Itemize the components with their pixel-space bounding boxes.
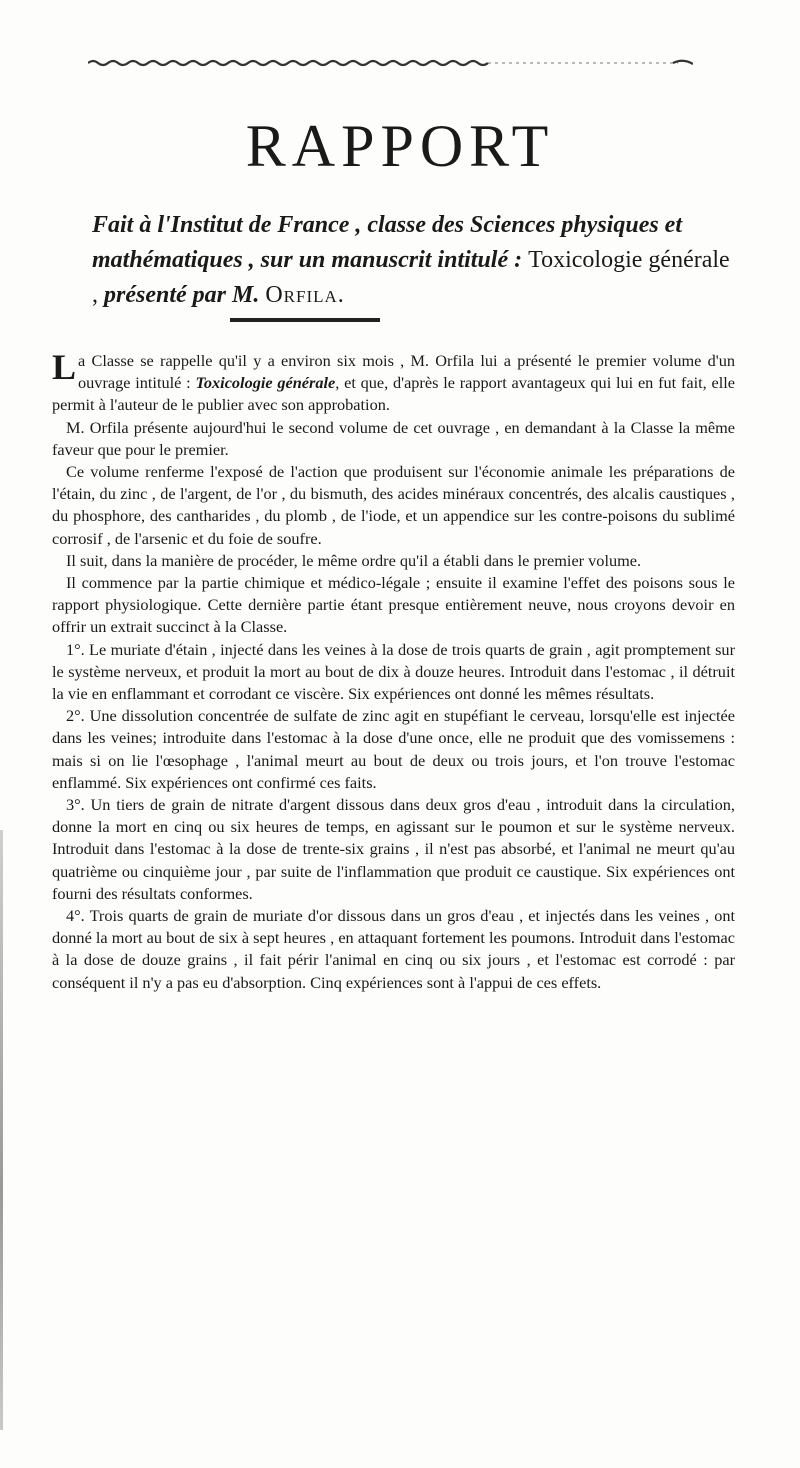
ornamental-rule — [88, 58, 693, 68]
section-divider — [230, 318, 380, 322]
paragraph-method: Il suit, dans la manière de procéder, le même ordre qu'il a établi dans le premier volume. — [66, 550, 642, 570]
paragraph-tin: 1°. Le muriate d'étain , injecté dans les veines à la dose de trois quarts de grain , agit promptement sur le système nerveux, et produit la mort au bout de dix à douze heures. Introduit dans l'estomac , il détruit la vie en enflammant et corrodant ce viscère. Six expériences ont donné les mêmes résultats. — [52, 639, 735, 704]
paragraph-contents: Ce volume renferme l'exposé de l'action que produisent sur l'économie animale les préparations de l'étain, du zinc , de l'argent, de l'or , du bismuth, des acides minéraux concentrés, des alcalis caustiques , du phosphore, des cantharides , du plomb , de l'iode, et un appendice sur les contre-poisons du sublimé corrosif , de l'arsenic et du foie de soufre. — [52, 462, 735, 548]
paragraph-intro — [52, 347, 736, 417]
paragraph-zinc: 2°. Une dissolution concentrée de sulfate de zinc agit en stupéfiant le cerveau, lorsqu'elle est injectée dans les veines; introduite dans l'estomac à la dose d'une once, elle ne produit que des vomissemens : mais si on lie l'œsophage , l'animal meurt au bout de deux ou trois jours, et l'on trouve l'estomac enflammé. Six expériences ont confirmé ces faits. — [52, 706, 735, 792]
paragraph-intro-end: , et que, d'après le rapport avantageux qui lui en fut fait, elle permit à l'auteur de le publier avec son approbation. — [52, 373, 736, 415]
paragraph-second-volume: M. Orfila présente aujourd'hui le second volume de cet ouvrage , en demandant à la Classe la même faveur que pour le premier. — [52, 417, 735, 459]
paragraph-gold: 4°. Trois quarts de grain de muriate d'or dissous dans un gros d'eau , et injectés dans les veines , ont donné la mort au bout de six à sept heures , en attaquant fortement les poumons. Introduit dans l'estomac à la dose de douze grains , il fait périr l'animal en cinq ou six jours , et l'estomac est corrodé : par conséquent il n'y a pas eu d'absorption. Cinq expériences sont à l'appui de ces effets. — [52, 906, 735, 992]
work-title-inline: Toxicologie générale — [195, 373, 336, 393]
paragraph-structure: Il commence par la partie chimique et médico-légale ; ensuite il examine l'effet des poisons sous le rapport physiologique. Cette dernière partie étant presque entièrement neuve, nous croyons devoir en offrir un extrait succinct à la Classe. — [52, 573, 735, 637]
page-edge-shadow — [0, 830, 3, 1430]
report-subtitle — [92, 208, 732, 313]
subtitle-work-title: Toxicologie générale , — [92, 247, 730, 308]
paragraph-silver: 3°. Un tiers de grain de nitrate d'argent dissous dans deux gros d'eau , introduit dans la circulation, donne la mort en cinq ou six heures de temps, en agissant sur le poumon et sur le système nerveux. Introduit dans l'estomac à la dose de trente-six grains , il n'est pas absorbé, et l'animal ne meurt qu'au quatrième ou cinquième jour , par suite de l'inflammation que produit ce caustique. Six expériences ont fourni des résultats conformes. — [52, 795, 735, 903]
report-body — [52, 347, 736, 994]
subtitle-author: Orfila. — [265, 282, 345, 308]
subtitle-institution: Fait à l'Institut de France , classe des Sciences physiques et mathématiques , sur un manuscrit intitulé : — [92, 212, 683, 273]
paragraph-intro-text: a Classe se rappelle qu'il y a environ six mois , M. Orfila lui a présenté le premier volume d'un ouvrage intitulé : — [78, 351, 735, 393]
subtitle-presented-by: présenté par M. — [104, 282, 266, 308]
page-title: RAPPORT — [245, 113, 555, 179]
drop-cap: L — [52, 347, 77, 387]
